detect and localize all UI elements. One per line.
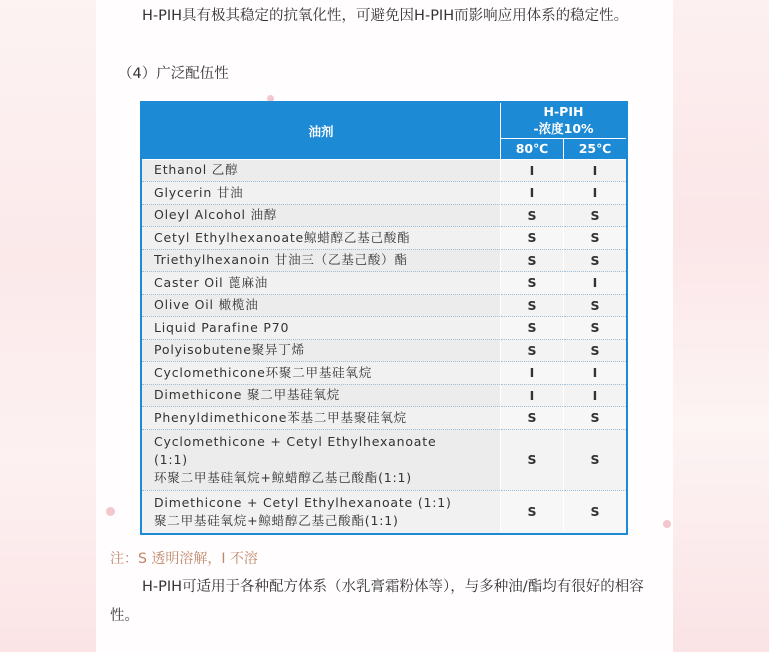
oil-name: Oleyl Alcohol 油醇 (141, 204, 501, 227)
result-80: S (501, 407, 564, 430)
blend-name-line: Dimethicone + Cetyl Ethylhexanoate (1:1) (154, 494, 452, 510)
oil-blend-name (141, 429, 501, 490)
table-row (141, 272, 627, 295)
oil-name: Phenyldimethicone苯基二甲基聚硅氧烷 (141, 407, 501, 430)
table-row (141, 294, 627, 317)
oil-column-header: 油剂 (141, 102, 501, 159)
concentration-header (501, 102, 628, 138)
oil-name: Caster Oil 蓖麻油 (141, 272, 501, 295)
concentration-header-line1: H-PIH (543, 103, 584, 119)
legend-note: 注：S 透明溶解，I 不溶 (110, 551, 258, 567)
oil-blend-name (141, 490, 501, 534)
blend-name-line: Cyclomethicone + Cetyl Ethylhexanoate (154, 433, 437, 449)
decorative-petal (663, 520, 671, 528)
oil-name: Polyisobutene聚异丁烯 (141, 339, 501, 362)
result-25: S (564, 317, 628, 340)
oil-name: Olive Oil 橄榄油 (141, 294, 501, 317)
result-80: I (501, 182, 564, 205)
table-row (141, 384, 627, 407)
table-row (141, 339, 627, 362)
result-80: I (501, 384, 564, 407)
result-25: S (564, 407, 628, 430)
result-25: S (564, 429, 628, 490)
oil-name: Triethylhexanoin 甘油三（乙基己酸）酯 (141, 249, 501, 272)
result-80: I (501, 362, 564, 385)
result-25: I (564, 384, 628, 407)
oil-name: Glycerin 甘油 (141, 182, 501, 205)
table-row (141, 317, 627, 340)
table-row (141, 362, 627, 385)
result-25: S (564, 294, 628, 317)
result-25: I (564, 362, 628, 385)
result-25: S (564, 204, 628, 227)
result-80: S (501, 227, 564, 250)
oil-name: Cyclomethicone环聚二甲基硅氧烷 (141, 362, 501, 385)
result-80: S (501, 490, 564, 534)
result-80: S (501, 204, 564, 227)
temp-25-header: 25℃ (564, 138, 628, 159)
intro-paragraph: H-PIH具有极其稳定的抗氧化性，可避免因H-PIH而影响应用体系的稳定性。 (142, 8, 629, 24)
oil-name: Liquid Parafine P70 (141, 317, 501, 340)
temp-80-header: 80℃ (501, 138, 564, 159)
result-80: S (501, 339, 564, 362)
right-background (673, 0, 769, 652)
result-25: I (564, 272, 628, 295)
table-row (141, 227, 627, 250)
result-80: S (501, 429, 564, 490)
closing-paragraph: H-PIH可适用于各种配方体系（水乳膏霜粉体等），与多种油/酯均有很好的相容性。 (110, 579, 644, 624)
decorative-petal (106, 507, 115, 516)
oil-name: Ethanol 乙醇 (141, 159, 501, 182)
blend-chinese-line: 聚二甲基硅氧烷+鲸蜡醇乙基己酸酯(1:1) (154, 512, 399, 528)
section-heading: （4）广泛配伍性 (118, 66, 229, 82)
result-25: S (564, 249, 628, 272)
compatibility-table (140, 101, 628, 535)
result-25: I (564, 182, 628, 205)
result-80: S (501, 249, 564, 272)
table-row (141, 490, 627, 534)
result-25: S (564, 490, 628, 534)
table-row (141, 182, 627, 205)
left-background (0, 0, 96, 652)
table-row (141, 407, 627, 430)
concentration-header-line2: -浓度10% (533, 120, 594, 136)
blend-chinese-line: 环聚二甲基硅氧烷+鲸蜡醇乙基己酸酯(1:1) (154, 469, 412, 485)
oil-name: Cetyl Ethylhexanoate鲸蜡醇乙基己酸酯 (141, 227, 501, 250)
result-80: S (501, 317, 564, 340)
result-25: S (564, 227, 628, 250)
oil-name: Dimethicone 聚二甲基硅氧烷 (141, 384, 501, 407)
table-row (141, 159, 627, 182)
result-25: I (564, 159, 628, 182)
blend-ratio-line: (1:1) (154, 451, 188, 467)
result-80: S (501, 272, 564, 295)
table-row (141, 429, 627, 490)
result-80: S (501, 294, 564, 317)
result-80: I (501, 159, 564, 182)
table-row (141, 204, 627, 227)
table-row (141, 249, 627, 272)
result-25: S (564, 339, 628, 362)
